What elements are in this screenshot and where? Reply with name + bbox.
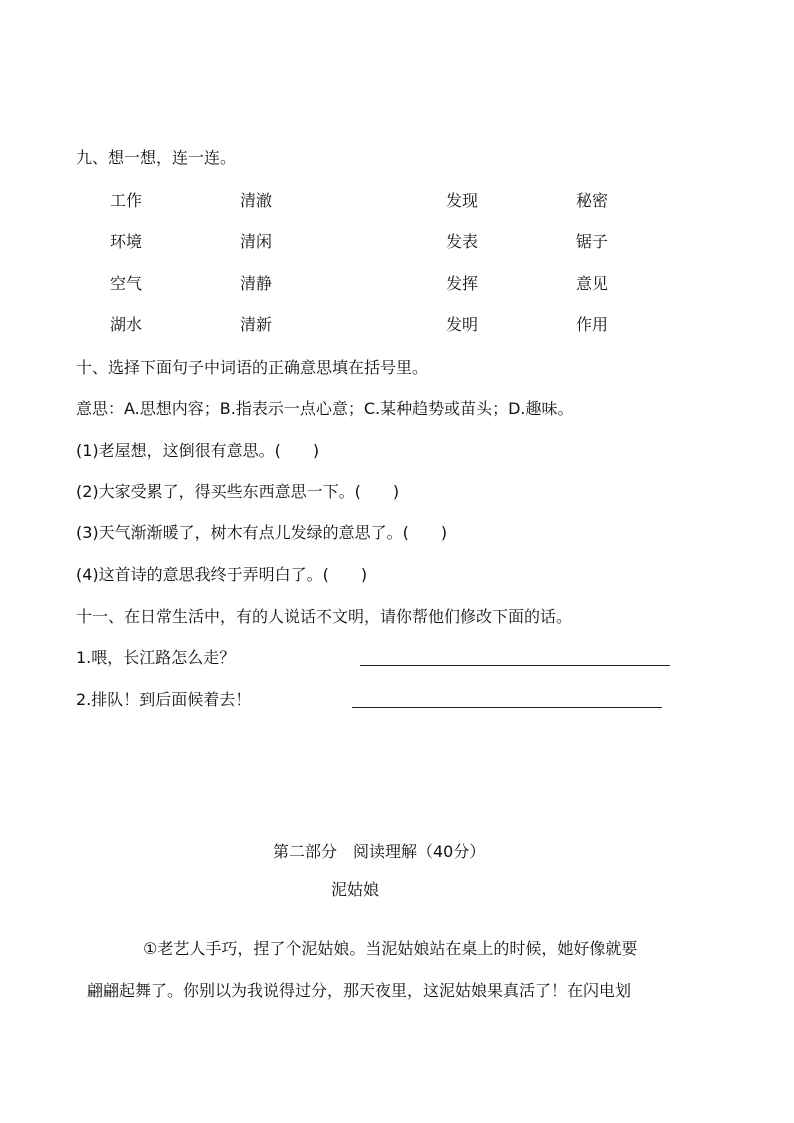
match-a-right-2: 清闲 [240,232,273,251]
match-b-left-2: 发表 [446,232,479,251]
section11-item-2: 2.排队！到后面候着去！ [76,690,252,709]
story-paragraph-line-1: ①老艺人手巧，捏了个泥姑娘。当泥姑娘站在桌上的时候，她好像就要 [143,939,638,958]
section10-title: 十、选择下面句子中词语的正确意思填在括号里。 [76,358,429,377]
match-a-right-3: 清静 [240,274,273,293]
section10-item-2: (2)大家受累了，得买些东西意思一下。( ) [76,482,400,501]
section10-item-3: (3)天气渐渐暖了，树木有点儿发绿的意思了。( ) [76,523,448,542]
match-a-left-2: 环境 [110,232,143,251]
match-b-right-2: 锯子 [576,232,609,251]
match-a-left-4: 湖水 [110,315,143,334]
match-b-left-3: 发挥 [446,274,479,293]
match-a-left-3: 空气 [110,274,143,293]
match-a-right-1: 清澈 [240,191,273,210]
match-b-right-4: 作用 [576,315,609,334]
section10-meanings: 意思：A.思想内容；B.指表示一点心意；C.某种趋势或苗头；D.趣味。 [76,399,574,418]
match-a-right-4: 清新 [240,315,273,334]
answer-blank-1[interactable] [360,664,670,666]
story-paragraph-line-2: 翩翩起舞了。你别以为我说得过分，那天夜里，这泥姑娘果真活了！在闪电划 [87,981,632,1000]
answer-blank-2[interactable] [352,706,662,708]
match-a-left-1: 工作 [110,191,143,210]
match-b-right-3: 意见 [576,274,609,293]
section10-item-4: (4)这首诗的意思我终于弄明白了。( ) [76,565,368,584]
section9-title: 九、想一想，连一连。 [76,148,237,167]
match-b-left-4: 发明 [446,315,479,334]
story-title: 泥姑娘 [331,880,380,899]
match-b-left-1: 发现 [446,191,479,210]
section11-title: 十一、在日常生活中，有的人说话不文明，请你帮他们修改下面的话。 [76,607,573,626]
part2-heading: 第二部分 阅读理解（40分） [273,842,486,861]
section11-item-1: 1.喂，长江路怎么走？ [76,648,236,667]
match-b-right-1: 秘密 [576,191,609,210]
section10-item-1: (1)老屋想，这倒很有意思。( ) [76,441,320,460]
